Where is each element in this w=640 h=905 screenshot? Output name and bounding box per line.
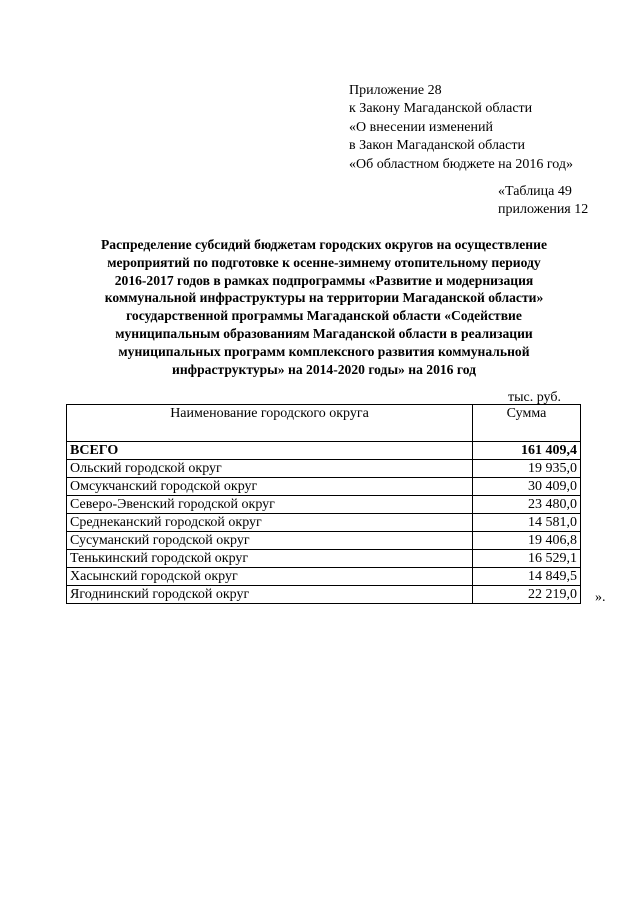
table-row [67, 550, 581, 568]
title-line: коммунальной инфраструктуры на территории Магаданской области» [104, 290, 544, 306]
row-name: Хасынский городской округ [67, 568, 473, 586]
title-line: инфраструктуры» на 2014-2020 годы» на 2016 год [172, 361, 476, 377]
title-line: государственной программы Магаданской области «Содействие [126, 308, 522, 324]
total-sum: 161 409,4 [473, 442, 581, 460]
row-sum: 16 529,1 [473, 550, 581, 568]
appendix-header [349, 82, 629, 174]
total-label: ВСЕГО [67, 442, 473, 460]
table-reference-line: приложения 12 [498, 202, 589, 218]
title-line: Распределение субсидий бюджетам городских округов на осуществление [100, 237, 547, 252]
table-row [67, 586, 581, 604]
title-line: муниципальных программ комплексного развития коммунальной [118, 343, 530, 359]
row-sum: 22 219,0 [473, 586, 581, 604]
closing-quote: ». [595, 590, 606, 605]
table-row [67, 496, 581, 514]
row-sum: 23 480,0 [473, 496, 581, 514]
document-title [60, 236, 588, 378]
units-label: тыс. руб. [508, 390, 561, 405]
table-row [67, 568, 581, 586]
row-name: Тенькинский городской округ [67, 550, 473, 568]
row-sum: 14 581,0 [473, 514, 581, 532]
appendix-line: в Закон Магаданской области [349, 138, 525, 154]
column-header-name: Наименование городского округа [67, 405, 473, 442]
row-sum: 19 406,8 [473, 532, 581, 550]
title-line: мероприятий по подготовке к осенне-зимнему отопительному периоду [107, 254, 541, 270]
row-name: Северо-Эвенский городской округ [67, 496, 473, 514]
appendix-line: к Закону Магаданской области [349, 101, 533, 117]
table-row [67, 460, 581, 478]
table-total-row [67, 442, 581, 460]
column-header-sum: Сумма [473, 405, 581, 442]
row-sum: 30 409,0 [473, 478, 581, 496]
subsidy-table [66, 404, 581, 604]
title-line: муниципальным образованиям Магаданской области в реализации [115, 325, 533, 341]
table-row [67, 514, 581, 532]
appendix-line: Приложение 28 [349, 83, 442, 98]
row-name: Сусуманский городской округ [67, 532, 473, 550]
appendix-line: «Об областном бюджете на 2016 год» [349, 156, 573, 172]
row-sum: 14 849,5 [473, 568, 581, 586]
row-name: Ягоднинский городской округ [67, 586, 473, 604]
table-header-row [67, 405, 581, 442]
row-name: Ольский городской округ [67, 460, 473, 478]
title-line: 2016-2017 годов в рамках подпрограммы «Развитие и модернизация [114, 272, 534, 288]
table-row [67, 478, 581, 496]
row-name: Среднеканский городской округ [67, 514, 473, 532]
row-name: Омсукчанский городской округ [67, 478, 473, 496]
appendix-line: «О внесении изменений [349, 119, 493, 135]
table-row [67, 532, 581, 550]
table-reference [498, 183, 628, 220]
row-sum: 19 935,0 [473, 460, 581, 478]
table-reference-line: «Таблица 49 [498, 184, 572, 199]
